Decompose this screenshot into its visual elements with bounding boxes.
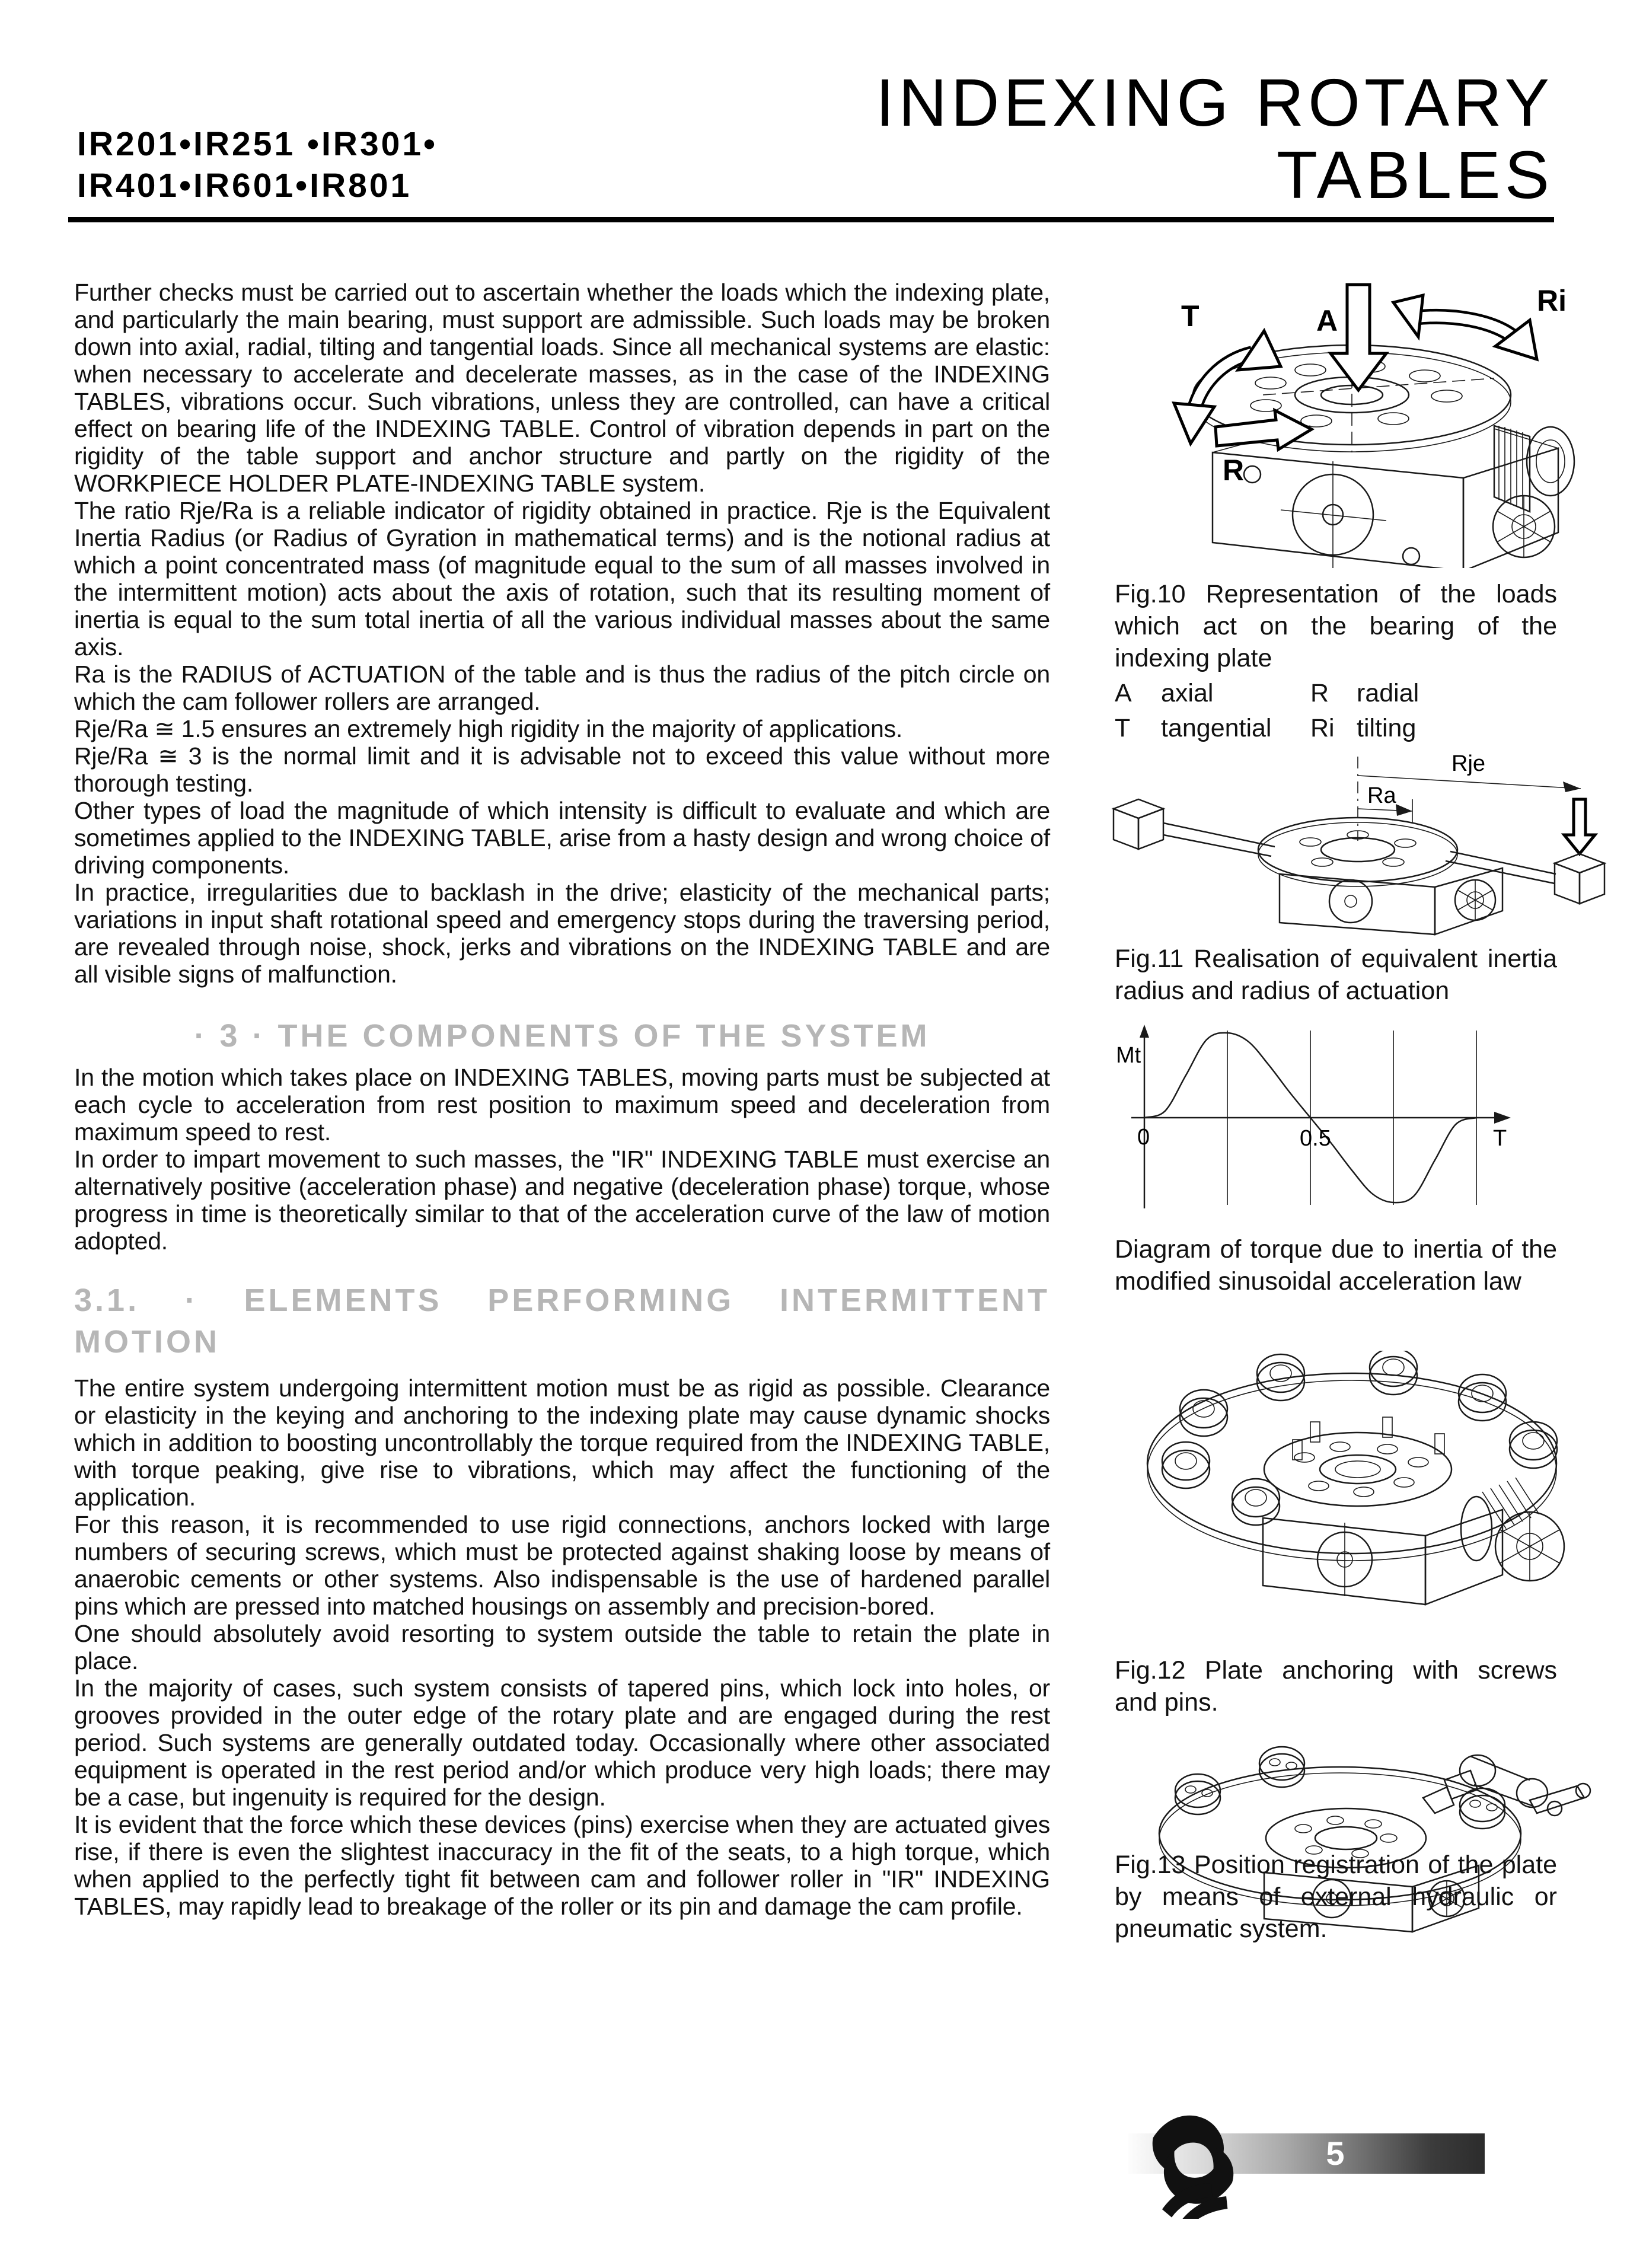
radial-label: R xyxy=(1223,454,1245,487)
legend-symbol: Ri xyxy=(1310,714,1335,742)
section-3-1-heading-line-2: MOTION xyxy=(74,1324,220,1360)
paragraph: Rje/Ra ≅ 3 is the normal limit and it is advisable not to exceed this value without more thorough testing. xyxy=(74,742,1050,797)
x-tick-05: 0.5 xyxy=(1300,1126,1331,1151)
paragraph: Ra is the RADIUS of ACTUATION of the table and is thus the radius of the pitch circle on which the cam follower rollers are arranged. xyxy=(74,661,1050,715)
paragraph: In the motion which takes place on INDEXING TABLES, moving parts must be subjected at each cycle to acceleration from rest position to maximum speed and deceleration from maximum speed to rest. xyxy=(74,1064,1050,1146)
model-line-2: IR401•IR601•IR801 xyxy=(77,167,412,205)
header-divider xyxy=(68,217,1554,222)
paragraph: Rje/Ra ≅ 1.5 ensures an extremely high rigidity in the majority of applications. xyxy=(74,715,903,742)
paragraph: In order to impart movement to such masses, the "IR" INDEXING TABLE must exercise an alternatively positive (acceleration phase) and negative (deceleration phase) torque, whose progress in time is theoretically similar to that of the acceleration curve of the law of motion adopted. xyxy=(74,1146,1050,1255)
model-list xyxy=(77,123,438,206)
rje-dimension-label: Rje xyxy=(1451,752,1486,776)
company-logo-icon xyxy=(1136,2103,1252,2205)
legend-symbol: T xyxy=(1115,714,1131,742)
legend-label: radial xyxy=(1357,679,1419,707)
paragraph: For this reason, it is recommended to use rigid connections, anchors locked with large numbers of securing screws, which must be protected against shaking loose by means of anaerobic cements or other systems. Also indispensable is the use of hardened parallel pins which are pressed into matched housings on assembly and precision-bored. xyxy=(74,1511,1050,1620)
swirl-logo-icon xyxy=(1136,2103,1252,2219)
body-text-column xyxy=(74,279,1050,1920)
paragraph: Other types of load the magnitude of which intensity is difficult to evaluate and which are sometimes applied to the INDEXING TABLE, arise from a hasty design and wrong choice of driving components. xyxy=(74,797,1050,879)
indexing-table-loads-illustration xyxy=(1115,248,1602,568)
tangential-label: T xyxy=(1181,299,1199,333)
section-3-heading: · 3 · THE COMPONENTS OF THE SYSTEM xyxy=(194,1018,930,1054)
x-tick-T: T xyxy=(1493,1126,1507,1151)
right-mass-block xyxy=(1555,854,1604,904)
legend-item xyxy=(1115,712,1310,745)
y-axis-label: Mt xyxy=(1116,1043,1141,1068)
fig12-drawing xyxy=(1115,1351,1602,1635)
fig11-drawing xyxy=(1102,752,1625,936)
torque-chart xyxy=(1115,1020,1530,1216)
motor-unit xyxy=(1461,1478,1564,1581)
paragraph: One should absolutely avoid resorting to system outside the table to retain the plate in place. xyxy=(74,1620,1050,1674)
legend-label: tangential xyxy=(1161,714,1272,742)
tilting-label: Ri xyxy=(1537,284,1567,317)
page-title-line-2: TABLES xyxy=(1277,138,1553,212)
page-number: 5 xyxy=(1326,2135,1345,2172)
section-3-1-heading xyxy=(74,1280,1050,1363)
legend-item xyxy=(1310,712,1557,745)
fig10-drawing xyxy=(1115,248,1602,568)
paragraph: The ratio Rje/Ra is a reliable indicator of rigidity obtained in practice. Rje is the Equivalent Inertia Radius (or Radius of Gyration in mathematical terms) and is the notional radius at which a point concentrated mass (of magnitude equal to the sum of all masses involved in the intermittent motion) acts about the axis of rotation, such that its resulting moment of inertia is equal to the sum total inertia of all the various individual masses about the same axis. xyxy=(74,497,1050,661)
motor-unit xyxy=(1455,880,1495,920)
section-3-1-heading-line-1: 3.1. · ELEMENTS PERFORMING INTERMITTENT xyxy=(74,1283,1050,1318)
left-mass-block xyxy=(1114,799,1163,849)
motor-unit xyxy=(1493,426,1574,557)
paragraph: It is evident that the force which these devices (pins) exercise when they are actuated gives rise, if there is even the slightest inaccuracy in the fit of the seats, to a high torque, which when applied to the perfectly tight fit between cam and follower roller in "IR" INDEXING TABLES, may rapidly lead to breakage of the roller or its pin and damage the cam profile. xyxy=(74,1811,1050,1920)
hydraulic-cylinder xyxy=(1423,1755,1590,1816)
fig13-caption: Fig.13 Position registration of the plate by means of external hydraulic or pneumatic system. xyxy=(1115,1851,1557,1943)
model-line-1: IR201•IR251 •IR301• xyxy=(77,125,438,163)
axial-label: A xyxy=(1316,304,1338,337)
legend-label: axial xyxy=(1161,679,1214,707)
paragraph: Further checks must be carried out to ascertain whether the loads which the indexing plate, and particularly the main bearing, must support are admissible. Such loads may be broken down into axial, radial, tilting and tangential loads. Since all mechanical systems are elastic: when necessary to accelerate and decelerate masses, as in the case of the INDEXING TABLES, vibrations occur. Such vibrations, unless they are controlled, can have a critical effect on bearing life of the INDEXING TABLE. Control of vibration depends in part on the rigidity of the table support and anchor structure and partly on the rigidity of the WORKPIECE HOLDER PLATE-INDEXING TABLE system. xyxy=(74,279,1050,497)
paragraph: In the majority of cases, such system consists of tapered pins, which lock into holes, or grooves provided in the outer edge of the rotary plate and are engaged during the rest period. Such systems are generally outdated today. Occasionally where other associated equipment is operated in the rest period and/or which produce very high loads; there may be a case, but ingenuity is required for the design. xyxy=(74,1674,1050,1811)
fig10-legend xyxy=(1115,677,1557,745)
screw-heads xyxy=(1293,1417,1444,1497)
torque-diagram-caption: Diagram of torque due to inertia of the modified sinusoidal acceleration law xyxy=(1115,1235,1557,1296)
plate-anchoring-illustration xyxy=(1115,1351,1602,1635)
fig11-caption: Fig.11 Realisation of equivalent inertia radius and radius of actuation xyxy=(1115,945,1557,1005)
fig10-caption: Fig.10 Representation of the loads which act on the bearing of the indexing plate xyxy=(1115,580,1557,672)
point-mass-arrow xyxy=(1564,799,1595,854)
torque-diagram xyxy=(1115,1020,1530,1216)
legend-symbol: R xyxy=(1310,679,1329,707)
equivalent-inertia-radius-illustration xyxy=(1102,752,1625,936)
page-title xyxy=(876,66,1553,211)
legend-symbol: A xyxy=(1115,679,1132,707)
paragraph: In practice, irregularities due to backlash in the drive; elasticity of the mechanical parts; variations in input shaft rotational speed and emergency stops during the traversing period, are revealed through noise, shock, jerks and vibrations on the INDEXING TABLE and are all visible signs of malfunction. xyxy=(74,879,1050,988)
fig12-caption: Fig.12 Plate anchoring with screws and pins. xyxy=(1115,1656,1557,1717)
legend-item xyxy=(1310,677,1557,710)
paragraph: The entire system undergoing intermittent motion must be as rigid as possible. Clearance or elasticity in the keying and anchoring to the indexing plate may cause dynamic shocks which in addition to boosting uncontrollably the torque required from the INDEXING TABLE, with torque peaking, give rise to vibrations, which may affect the functioning of the application. xyxy=(74,1374,1050,1511)
legend-item xyxy=(1115,677,1310,710)
page-title-line-1: INDEXING ROTARY xyxy=(875,65,1553,140)
ra-dimension-label: Ra xyxy=(1367,783,1396,808)
axial-load-arrow xyxy=(1331,285,1386,390)
legend-label: tilting xyxy=(1357,714,1417,742)
x-tick-0: 0 xyxy=(1137,1125,1150,1150)
